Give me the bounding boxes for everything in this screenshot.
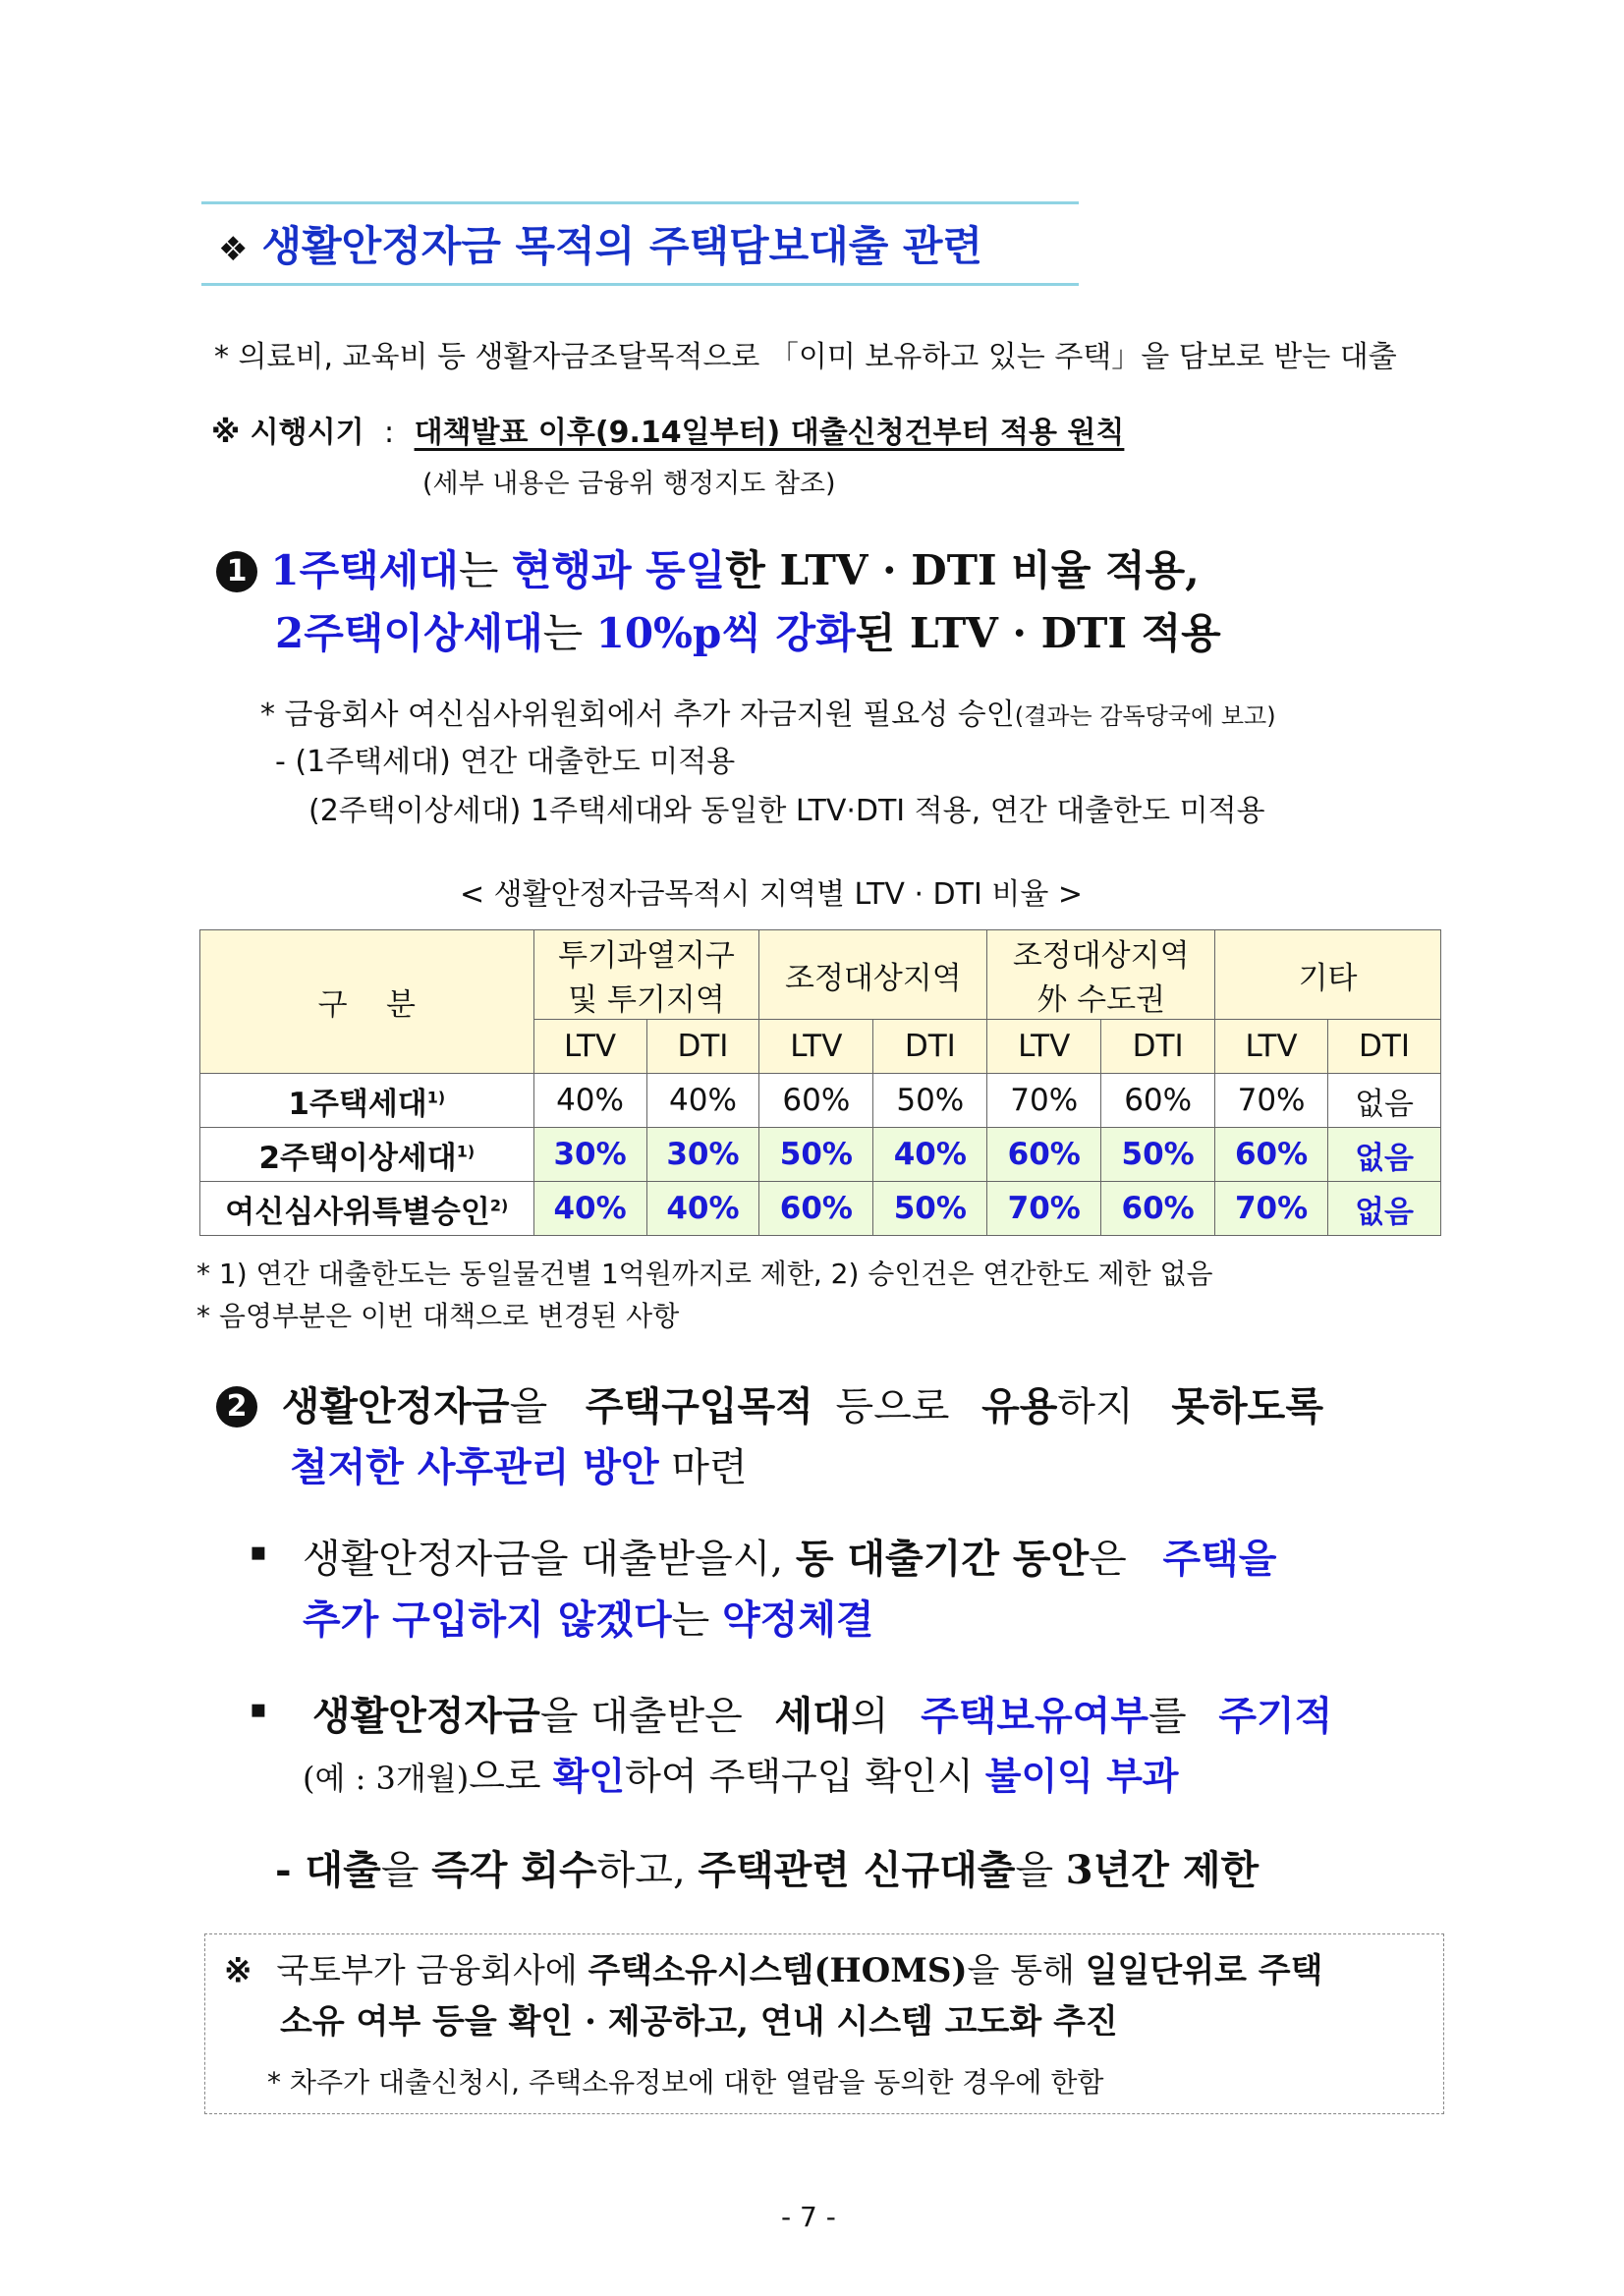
- point1-text: 는: [542, 609, 596, 657]
- table-row: [200, 1074, 1441, 1128]
- bullet2-text: 세대: [774, 1693, 851, 1739]
- reference-mark: ※: [211, 416, 241, 450]
- table-cell: 70%: [1215, 1074, 1328, 1128]
- table-cell: 없음: [1328, 1074, 1441, 1128]
- point2-text: 을: [509, 1384, 560, 1429]
- bullet2-text: 생활안정자금: [312, 1693, 540, 1739]
- point1-single-household: 1주택세대: [270, 546, 459, 594]
- box-text: 을 통해: [967, 1951, 1086, 1990]
- region-header-line: 조정대상지역: [1012, 938, 1190, 974]
- header-rule-bottom: [201, 283, 1079, 286]
- dash-text: 을: [380, 1848, 432, 1893]
- box-line2: 소유 여부 등을 확인 · 제공하고, 연내 시스템 고도화 추진: [280, 2002, 1118, 2042]
- region-header: 조정대상지역: [759, 930, 987, 1020]
- subhead: DTI: [873, 1020, 987, 1074]
- region-header: [987, 930, 1215, 1020]
- region-header-line: 투기과열지구: [558, 938, 735, 974]
- effective-text: 대책발표 이후(9.14일부터) 대출신청건부터 적용 원칙: [414, 416, 1125, 450]
- bullet2-text: 하여 주택구입 확인시: [625, 1755, 985, 1798]
- diamond-bullet-icon: ❖: [218, 230, 249, 269]
- bullet2-highlight: 주택보유여부: [921, 1693, 1148, 1739]
- bullet1-line1: [303, 1528, 1276, 1584]
- point2-text: 유용: [981, 1383, 1058, 1429]
- number-2-icon: 2: [216, 1386, 257, 1428]
- table-cell: 없음: [1328, 1128, 1441, 1182]
- table-cell: 40%: [533, 1074, 646, 1128]
- table-cell: 60%: [987, 1128, 1101, 1182]
- box-text: 주택소유시스템(HOMS): [588, 1951, 968, 1990]
- bullet1-highlight: 약정체결: [721, 1596, 874, 1643]
- dash-text: 주택관련 신규대출: [698, 1847, 1016, 1893]
- row-footnote-mark: 2): [489, 1196, 509, 1215]
- table-cell: 50%: [1101, 1128, 1215, 1182]
- ltv-dti-table: [199, 929, 1441, 1236]
- header-rule-top: [201, 201, 1079, 204]
- subhead: LTV: [759, 1020, 873, 1074]
- subhead: DTI: [646, 1020, 759, 1074]
- table-cell: 50%: [759, 1128, 873, 1182]
- table-cell: 70%: [987, 1182, 1101, 1236]
- point2-line2: [290, 1436, 748, 1492]
- point1-same-as-current: 현행과 동일: [511, 546, 726, 594]
- point1-text: 된 LTV · DTI 적용: [855, 609, 1221, 657]
- bullet1-text: 는: [671, 1597, 722, 1643]
- bullet1-text: 은: [1089, 1537, 1140, 1582]
- table-cell: 70%: [987, 1074, 1101, 1128]
- row-footnote-mark: 1): [426, 1088, 446, 1107]
- point2-text: 생활안정자금: [281, 1383, 510, 1429]
- point2-highlight: 철저한 사후관리 방안: [290, 1444, 659, 1490]
- point1-text: 는: [458, 546, 512, 594]
- bullet1-line2: [303, 1589, 874, 1645]
- region-header-line: 및 투기지역: [568, 982, 725, 1018]
- table-row: [200, 1182, 1441, 1236]
- bullet1-highlight: 주택을: [1162, 1536, 1277, 1582]
- table-cell: 50%: [873, 1074, 987, 1128]
- subhead: LTV: [533, 1020, 646, 1074]
- table-cell: 40%: [873, 1128, 987, 1182]
- bullet2-highlight: 주기적: [1218, 1693, 1333, 1739]
- point2-text: 등으로: [822, 1384, 963, 1429]
- point2-text: 하지: [1057, 1384, 1147, 1429]
- bullet1-highlight: 추가 구입하지 않겠다: [303, 1596, 672, 1643]
- point1-note-paren: (결과는 감독당국에 보고): [1014, 702, 1276, 730]
- point1-multi-household: 2주택이상세대: [275, 609, 543, 657]
- bullet2-highlight: 불이익 부과: [984, 1754, 1179, 1798]
- box-note: * 차주가 대출신청시, 주택소유정보에 대한 열람을 동의한 경우에 한함: [267, 2066, 1104, 2099]
- bullet2-text: 를: [1148, 1694, 1200, 1739]
- point1-note: [260, 690, 1276, 733]
- table-corner: 구 분: [200, 930, 534, 1074]
- bullet2-highlight: 확인: [552, 1754, 626, 1798]
- point1-sub2: (2주택이상세대) 1주택세대와 동일한 LTV·DTI 적용, 연간 대출한도 미적용: [308, 794, 1265, 828]
- reference-mark: ※: [224, 1951, 252, 1990]
- point1-tightened: 10%p씩 강화: [595, 609, 856, 657]
- table-cell: 40%: [533, 1182, 646, 1236]
- table-cell: 40%: [646, 1182, 759, 1236]
- row-label-text: 여신심사위특별승인: [225, 1194, 490, 1230]
- table-row: [200, 1128, 1441, 1182]
- bullet2-line1: [312, 1685, 1332, 1741]
- table-cell: 70%: [1215, 1182, 1328, 1236]
- point1-note-main: * 금융회사 여신심사위원회에서 추가 자금지원 필요성 승인: [260, 698, 1015, 732]
- row-label: [200, 1182, 534, 1236]
- dash-text: 하고,: [596, 1848, 699, 1893]
- page-number: - 7 -: [781, 2201, 836, 2233]
- row-label-text: 1주택세대: [288, 1086, 427, 1122]
- section-title-text: 생활안정자금 목적의 주택담보대출 관련: [261, 222, 983, 270]
- dash-text: 을: [1015, 1848, 1066, 1893]
- table-footnote-1: * 1) 연간 대출한도는 동일물건별 1억원까지로 제한, 2) 승인건은 연간한도 제한 없음: [196, 1258, 1213, 1290]
- row-label-text: 2주택이상세대: [258, 1140, 457, 1176]
- effective-date: [211, 408, 1124, 451]
- table-caption: < 생활안정자금목적시 지역별 LTV · DTI 비율 >: [460, 877, 1083, 912]
- table-cell: 60%: [1215, 1128, 1328, 1182]
- bullet2-text: 의: [850, 1694, 902, 1739]
- table-cell: 60%: [1101, 1182, 1215, 1236]
- row-label: [200, 1128, 534, 1182]
- bullet2-text: (예 : 3개월): [303, 1760, 470, 1797]
- row-label: [200, 1074, 534, 1128]
- subhead: LTV: [1215, 1020, 1328, 1074]
- purpose-note: * 의료비, 교육비 등 생활자금조달목적으로 「이미 보유하고 있는 주택」을 담보로 받는 대출: [214, 340, 1397, 374]
- effective-colon: :: [384, 416, 395, 450]
- table-cell: 60%: [759, 1182, 873, 1236]
- box-text: 일일단위로 주택: [1085, 1951, 1323, 1990]
- point1-line1: [216, 538, 1200, 597]
- point1-sub1: - (1주택세대) 연간 대출한도 미적용: [275, 745, 736, 779]
- table-cell: 30%: [533, 1128, 646, 1182]
- region-header: [533, 930, 759, 1020]
- square-bullet-icon: ▪: [250, 1538, 267, 1567]
- row-footnote-mark: 1): [456, 1142, 476, 1161]
- subhead: LTV: [987, 1020, 1101, 1074]
- square-bullet-icon: ▪: [250, 1695, 267, 1724]
- point1-line2: [275, 601, 1221, 660]
- dash-line: [275, 1839, 1259, 1895]
- box-line1: [224, 1943, 1322, 1991]
- point2-text: 마련: [658, 1445, 748, 1490]
- table-footnote-2: * 음영부분은 이번 대책으로 변경된 사항: [196, 1300, 680, 1332]
- effective-sub: (세부 내용은 금융위 행정지도 참조): [422, 469, 836, 499]
- subhead: DTI: [1328, 1020, 1441, 1074]
- dash-text: 3년간 제한: [1065, 1847, 1260, 1893]
- table-cell: 50%: [873, 1182, 987, 1236]
- box-text: 국토부가 금융회사에: [276, 1951, 588, 1990]
- region-header-line: 外 수도권: [1036, 982, 1166, 1018]
- bullet1-text: 동 대출기간 동안: [795, 1536, 1090, 1582]
- table-cell: 없음: [1328, 1182, 1441, 1236]
- table-cell: 60%: [759, 1074, 873, 1128]
- section-title: [218, 214, 982, 273]
- point2-text: 주택구입목적: [585, 1383, 813, 1429]
- bullet2-text: 을 대출받은: [539, 1694, 756, 1739]
- subhead: DTI: [1101, 1020, 1215, 1074]
- point2-line1: [216, 1375, 1323, 1431]
- bullet2-text: 으로: [469, 1755, 553, 1798]
- bullet2-line2: [303, 1746, 1179, 1800]
- table-cell: 60%: [1101, 1074, 1215, 1128]
- point1-text: 한 LTV · DTI 비율 적용,: [725, 546, 1200, 594]
- table-cell: 40%: [646, 1074, 759, 1128]
- table-cell: 30%: [646, 1128, 759, 1182]
- bullet1-text: 생활안정자금을 대출받을시,: [303, 1537, 796, 1582]
- effective-label: 시행시기: [250, 416, 364, 450]
- dash-text: - 대출: [275, 1847, 381, 1893]
- region-header: 기타: [1215, 930, 1441, 1020]
- point2-text: 못하도록: [1171, 1383, 1323, 1429]
- dash-text: 즉각 회수: [431, 1847, 597, 1893]
- number-1-icon: 1: [216, 551, 257, 592]
